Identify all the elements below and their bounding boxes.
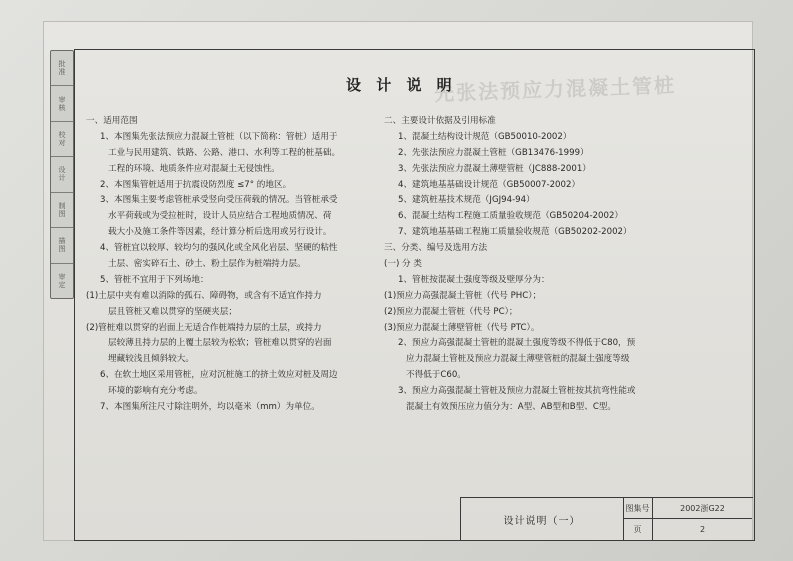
text-line: 4、建筑地基基础设计规范（GB50007-2002） <box>398 179 581 190</box>
text-line: 1、本图集先张法预应力混凝土管桩（以下简称：管桩）适用于 <box>100 131 338 142</box>
text-line: 层且管桩又难以贯穿的坚硬夹层； <box>108 306 237 317</box>
text-line: (2)管桩难以贯穿的岩面上无适合作桩端持力层的土层，或持力 <box>86 322 322 333</box>
text-line: 5、管桩不宜用于下列场地： <box>100 274 209 285</box>
right-column <box>384 114 714 416</box>
text-line: 2、先张法预应力混凝土管桩（GB13476-1999） <box>398 147 589 158</box>
text-line: 二、主要设计依据及引用标准 <box>384 116 496 126</box>
atlas-number: 2002浙G22 <box>653 498 752 519</box>
text-line: 6、混凝土结构工程施工质量验收规范（GB50204-2002） <box>398 211 624 222</box>
text-line: 2、本图集管桩适用于抗震设防烈度 ≤7° 的地区。 <box>100 179 292 190</box>
text-line: 埋藏较浅且倾斜较大。 <box>108 354 194 365</box>
text-line: 工业与民用建筑、铁路、公路、港口、水利等工程的桩基础。 <box>108 147 341 158</box>
text-line: 6、在软土地区采用管桩，应对沉桩施工的挤土效应对桩及周边 <box>100 370 338 381</box>
text-line: 环境的影响有充分考虑。 <box>108 386 203 397</box>
sidebar-cell: 设计 <box>51 157 73 192</box>
drawing-title: 设计说明（一） <box>461 498 624 540</box>
text-line: 3、本图集主要考虑管桩承受竖向受压荷载的情况。当管桩承受 <box>100 195 338 206</box>
text-line: 土层、密实碎石土、砂土、粉土层作为桩端持力层。 <box>108 259 306 270</box>
text-line: 7、建筑地基基础工程施工质量验收规范（GB50202-2002） <box>398 227 632 238</box>
title-block <box>460 497 753 541</box>
text-line: 工程的环境、地质条件应对混凝土无侵蚀性。 <box>108 163 280 174</box>
text-line: 载大小及施工条件等因素，经计算分析后选用或另行设计。 <box>108 227 332 238</box>
text-line: 水平荷载或为受拉桩时，设计人员应结合工程地质情况、荷 <box>108 211 332 222</box>
sidebar-cell: 描图 <box>51 228 73 263</box>
text-line: 一、适用范围 <box>86 116 138 126</box>
text-line: (2)预应力混凝土管桩（代号 PC）； <box>384 306 518 317</box>
left-column <box>86 114 386 416</box>
text-line: 混凝土有效预压应力值分为：A型、AB型和B型、C型。 <box>406 402 617 413</box>
text-line: 5、建筑桩基技术规范（JGJ94-94） <box>398 195 535 206</box>
text-line: (1)土层中夹有难以消除的孤石、障碍物，或含有不适宜作持力 <box>86 290 322 301</box>
sidebar-cell: 审定 <box>58 272 66 289</box>
sidebar-cell: 制图 <box>51 193 73 228</box>
text-line: 1、管桩按混凝土强度等级及壁厚分为： <box>398 274 550 285</box>
signature-sidebar <box>50 50 74 299</box>
text-line: 4、管桩宜以较厚、较均匀的强风化或全风化岩层、坚硬的粘性 <box>100 243 338 254</box>
sidebar-cell: 审核 <box>51 86 73 121</box>
text-line: 不得低于C60。 <box>406 370 466 381</box>
text-line: 3、先张法预应力混凝土薄壁管桩（JC888-2001） <box>398 163 591 174</box>
text-line: 层较薄且持力层的上覆土层较为松软；管桩难以贯穿的岩面 <box>108 338 332 349</box>
atlas-number-label: 图集号 <box>623 498 653 519</box>
bleed-through-text: 先张法预应力混凝土管桩 <box>433 73 677 106</box>
sidebar-cell: 批准 <box>51 51 73 86</box>
text-line: (1)预应力高强混凝土管桩（代号 PHC）； <box>384 290 542 301</box>
sidebar-cell: 校对 <box>51 122 73 157</box>
page-number: 2 <box>699 525 706 534</box>
text-line: 三、分类、编号及选用方法 <box>384 243 488 254</box>
page-label: 页 <box>623 519 653 540</box>
text-line: (一) 分 类 <box>384 259 422 270</box>
text-line: 应力混凝土管桩及预应力混凝土薄壁管桩的混凝土强度等级 <box>406 354 630 365</box>
text-line: 2、预应力高强混凝土管桩的混凝土强度等级不得低于C80，预 <box>398 338 636 349</box>
page-title: 设 计 说 明 <box>346 76 457 94</box>
text-line: (3)预应力混凝土薄壁管桩（代号 PTC）。 <box>384 322 540 333</box>
text-line: 7、本图集所注尺寸除注明外，均以毫米（mm）为单位。 <box>100 402 320 413</box>
text-line: 3、预应力高强混凝土管桩及预应力混凝土管桩按其抗弯性能或 <box>398 386 636 397</box>
text-line: 1、混凝土结构设计规范（GB50010-2002） <box>398 131 572 142</box>
